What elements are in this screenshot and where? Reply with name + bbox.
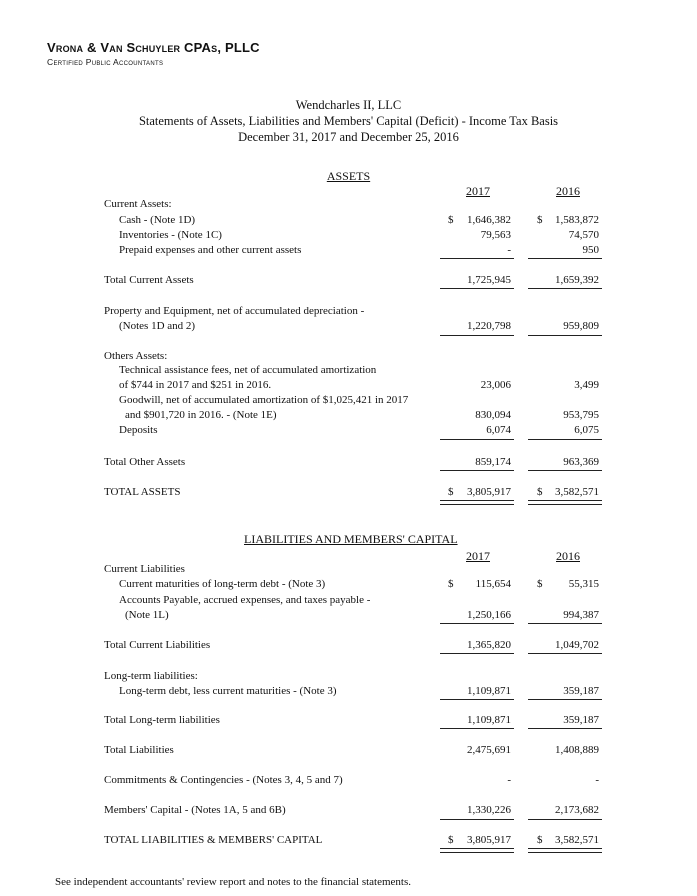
cash-2017: 1,646,382: [467, 214, 511, 226]
rule: [528, 335, 602, 336]
liabilities-col-2017: 2017: [466, 549, 490, 563]
footer-note: See independent accountants' review report and notes to the financial statements.: [55, 876, 411, 888]
assets-col-2016: 2016: [556, 184, 580, 198]
total-lt-liabilities-2017: 1,109,871: [467, 714, 511, 726]
commitments-2016: -: [595, 774, 599, 786]
rule: [528, 288, 602, 289]
total-other-assets-2016: 963,369: [563, 456, 599, 468]
statement-dates: December 31, 2017 and December 25, 2016: [238, 130, 459, 144]
total-current-liabilities-2017: 1,365,820: [467, 639, 511, 651]
ltd-label: Long-term debt, less current maturities - (Note 3): [119, 685, 337, 697]
total-liabilities-2016: 1,408,889: [555, 744, 599, 756]
goodwill-2017: 830,094: [475, 409, 511, 421]
accounts-payable-note-label: (Note 1L): [125, 609, 169, 621]
ppe-note-label: (Notes 1D and 2): [119, 320, 196, 332]
firm-subtitle: Certified Public Accountants: [47, 57, 164, 67]
commitments-2017: -: [507, 774, 511, 786]
total-assets-2016: 3,582,571: [555, 486, 599, 498]
tech-fees-2017: 23,006: [480, 379, 511, 391]
total-liabilities-capital-2016: 3,582,571: [555, 834, 599, 846]
tech-fees-label-2: of $744 in 2017 and $251 in 2016.: [119, 379, 272, 391]
liabilities-section-title: LIABILITIES AND MEMBERS' CAPITAL: [244, 532, 458, 546]
rule: [440, 623, 514, 624]
assets-section-title: ASSETS: [326, 169, 371, 183]
company-name: Wendcharles II, LLC: [295, 98, 402, 112]
firm-name: Vrona & Van Schuyler CPAs, PLLC: [47, 40, 260, 55]
tech-fees-2016: 3,499: [574, 379, 599, 391]
rule: [440, 728, 514, 729]
accounts-payable-2017: 1,250,166: [467, 609, 511, 621]
total-assets-dollar-2016: $: [537, 486, 543, 498]
total-liabilities-capital-dollar-2017: $: [448, 834, 454, 846]
deposits-label: Deposits: [119, 424, 158, 436]
rule: [440, 819, 514, 820]
statement-title: Statements of Assets, Liabilities and Members' Capital (Deficit) - Income Tax Basis: [138, 114, 559, 128]
liabilities-col-2016: 2016: [556, 549, 580, 563]
current-assets-label: Current Assets:: [104, 198, 172, 210]
ltd-2016: 359,187: [563, 685, 599, 697]
double-rule: [528, 848, 602, 853]
prepaid-label: Prepaid expenses and other current assets: [119, 244, 302, 256]
total-other-assets-2017: 859,174: [475, 456, 511, 468]
rule: [528, 653, 602, 654]
total-lt-liabilities-label: Total Long-term liabilities: [104, 714, 220, 726]
rule: [528, 728, 602, 729]
ltd-current-2016: 55,315: [568, 578, 599, 590]
cash-dollar-2016: $: [537, 214, 543, 226]
total-current-assets-label: Total Current Assets: [104, 274, 194, 286]
inventories-2016: 74,570: [568, 229, 599, 241]
total-liabilities-capital-label: TOTAL LIABILITIES & MEMBERS' CAPITAL: [104, 834, 323, 846]
rule: [440, 258, 514, 259]
total-liabilities-capital-dollar-2016: $: [537, 834, 543, 846]
rule: [528, 623, 602, 624]
double-rule: [440, 500, 514, 505]
ltd-current-dollar-2017: $: [448, 578, 454, 590]
rule: [440, 699, 514, 700]
goodwill-label-2: and $901,720 in 2016. - (Note 1E): [125, 409, 277, 421]
total-current-assets-2016: 1,659,392: [555, 274, 599, 286]
accounts-payable-label: Accounts Payable, accrued expenses, and taxes payable -: [119, 594, 371, 606]
ltd-current-2017: 115,654: [475, 578, 511, 590]
members-capital-2017: 1,330,226: [467, 804, 511, 816]
inventories-2017: 79,563: [480, 229, 511, 241]
total-assets-label: TOTAL ASSETS: [104, 486, 181, 498]
tech-fees-label: Technical assistance fees, net of accumulated amortization: [119, 364, 377, 376]
ltd-2017: 1,109,871: [467, 685, 511, 697]
total-assets-dollar-2017: $: [448, 486, 454, 498]
ppe-2017: 1,220,798: [467, 320, 511, 332]
total-current-liabilities-2016: 1,049,702: [555, 639, 599, 651]
rule: [440, 439, 514, 440]
rule: [528, 699, 602, 700]
rule: [528, 258, 602, 259]
rule: [440, 470, 514, 471]
deposits-2017: 6,074: [486, 424, 511, 436]
total-current-liabilities-label: Total Current Liabilities: [104, 639, 211, 651]
total-lt-liabilities-2016: 359,187: [563, 714, 599, 726]
goodwill-label: Goodwill, net of accumulated amortization of $1,025,421 in 2017: [119, 394, 409, 406]
ppe-label: Property and Equipment, net of accumulated depreciation -: [104, 305, 365, 317]
long-term-liabilities-label: Long-term liabilities:: [104, 670, 198, 682]
ppe-2016: 959,809: [563, 320, 599, 332]
accounts-payable-2016: 994,387: [563, 609, 599, 621]
prepaid-2016: 950: [582, 244, 599, 256]
rule: [440, 288, 514, 289]
rule: [528, 470, 602, 471]
total-liabilities-capital-2017: 3,805,917: [467, 834, 511, 846]
total-assets-2017: 3,805,917: [467, 486, 511, 498]
members-capital-2016: 2,173,682: [555, 804, 599, 816]
current-liabilities-label: Current Liabilities: [104, 563, 185, 575]
total-liabilities-2017: 2,475,691: [467, 744, 511, 756]
goodwill-2016: 953,795: [563, 409, 599, 421]
commitments-label: Commitments & Contingencies - (Notes 3, 4, 5 and 7): [104, 774, 343, 786]
ltd-current-dollar-2016: $: [537, 578, 543, 590]
other-assets-label: Others Assets:: [104, 350, 168, 362]
rule: [528, 819, 602, 820]
cash-dollar-2017: $: [448, 214, 454, 226]
rule: [440, 335, 514, 336]
total-other-assets-label: Total Other Assets: [104, 456, 186, 468]
inventories-label: Inventories - (Note 1C): [119, 229, 222, 241]
total-liabilities-label: Total Liabilities: [104, 744, 174, 756]
rule: [440, 653, 514, 654]
deposits-2016: 6,075: [574, 424, 599, 436]
double-rule: [440, 848, 514, 853]
total-current-assets-2017: 1,725,945: [467, 274, 511, 286]
cash-2016: 1,583,872: [555, 214, 599, 226]
ltd-current-label: Current maturities of long-term debt - (Note 3): [119, 578, 326, 590]
assets-col-2017: 2017: [466, 184, 490, 198]
cash-label: Cash - (Note 1D): [119, 214, 196, 226]
members-capital-label: Members' Capital - (Notes 1A, 5 and 6B): [104, 804, 286, 816]
double-rule: [528, 500, 602, 505]
rule: [528, 439, 602, 440]
prepaid-2017: -: [507, 244, 511, 256]
